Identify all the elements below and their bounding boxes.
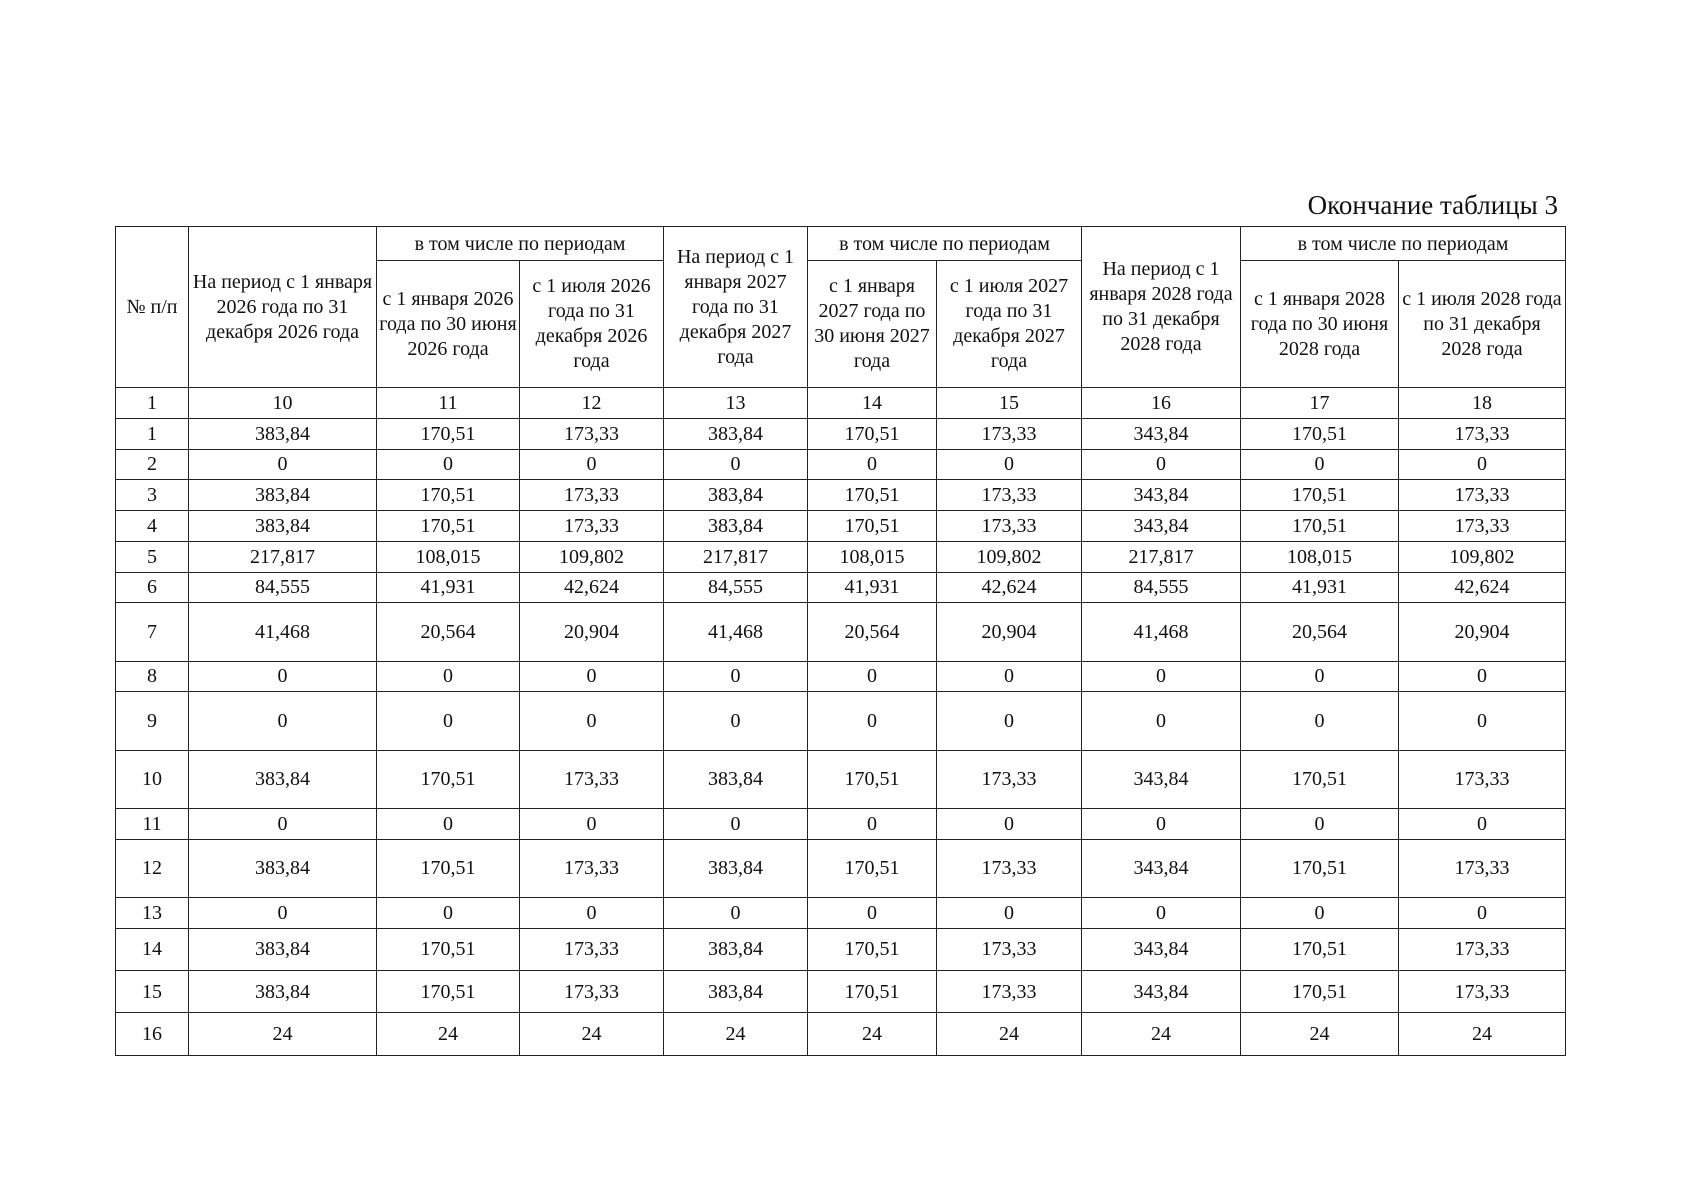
value-cell: 170,51 [1241,418,1399,449]
value-cell: 173,33 [520,511,664,542]
row-number-cell: 13 [116,897,189,928]
table-row [116,928,1566,970]
value-cell: 383,84 [189,418,377,449]
table-row [116,971,1566,1013]
value-cell: 0 [664,692,808,750]
column-number: 18 [1399,388,1566,419]
value-cell: 0 [1399,692,1566,750]
value-cell: 0 [189,692,377,750]
value-cell: 343,84 [1082,839,1241,897]
value-cell: 0 [377,661,520,692]
value-cell: 84,555 [664,572,808,603]
value-cell: 173,33 [1399,418,1566,449]
value-cell: 173,33 [520,480,664,511]
value-cell: 24 [520,1013,664,1056]
value-cell: 108,015 [808,541,937,572]
value-cell: 24 [664,1013,808,1056]
value-cell: 170,51 [1241,480,1399,511]
value-cell: 170,51 [808,511,937,542]
row-number-cell: 9 [116,692,189,750]
value-cell: 383,84 [189,971,377,1013]
value-cell: 173,33 [937,839,1082,897]
value-cell: 170,51 [377,839,520,897]
value-cell: 0 [808,897,937,928]
value-cell: 24 [1082,1013,1241,1056]
value-cell: 0 [1082,808,1241,839]
value-cell: 0 [937,661,1082,692]
value-cell: 24 [189,1013,377,1056]
value-cell: 217,817 [1082,541,1241,572]
value-cell: 0 [937,897,1082,928]
value-cell: 173,33 [520,750,664,808]
table-row [116,1013,1566,1056]
value-cell: 108,015 [1241,541,1399,572]
value-cell: 173,33 [937,511,1082,542]
value-cell: 0 [1399,808,1566,839]
value-cell: 0 [1399,449,1566,480]
value-cell: 109,802 [520,541,664,572]
table-row [116,692,1566,750]
value-cell: 170,51 [808,839,937,897]
value-cell: 173,33 [937,750,1082,808]
table-row [116,839,1566,897]
header-period-total: На период с 1 января 2027 года по 31 декабря 2027 года [664,227,808,388]
value-cell: 0 [664,661,808,692]
value-cell: 170,51 [1241,928,1399,970]
value-cell: 173,33 [1399,750,1566,808]
column-number: 17 [1241,388,1399,419]
value-cell: 170,51 [377,511,520,542]
value-cell: 170,51 [1241,750,1399,808]
value-cell: 173,33 [1399,511,1566,542]
value-cell: 383,84 [664,839,808,897]
value-cell: 170,51 [377,418,520,449]
value-cell: 383,84 [664,971,808,1013]
value-cell: 0 [808,808,937,839]
value-cell: 0 [189,808,377,839]
value-cell: 0 [377,692,520,750]
value-cell: 42,624 [520,572,664,603]
value-cell: 170,51 [808,750,937,808]
value-cell: 0 [520,692,664,750]
table-row [116,572,1566,603]
value-cell: 20,904 [1399,603,1566,661]
value-cell: 383,84 [189,928,377,970]
value-cell: 0 [937,808,1082,839]
row-number-cell: 6 [116,572,189,603]
value-cell: 383,84 [189,839,377,897]
value-cell: 0 [1241,661,1399,692]
value-cell: 0 [1241,897,1399,928]
value-cell: 173,33 [520,839,664,897]
value-cell: 0 [808,692,937,750]
value-cell: 41,931 [808,572,937,603]
value-cell: 217,817 [189,541,377,572]
row-number-cell: 3 [116,480,189,511]
value-cell: 170,51 [1241,971,1399,1013]
table-row [116,897,1566,928]
header-period-half1: с 1 января 2027 года по 30 июня 2027 года [808,260,937,387]
value-cell: 383,84 [189,480,377,511]
value-cell: 0 [377,897,520,928]
value-cell: 0 [1082,449,1241,480]
value-cell: 0 [520,449,664,480]
value-cell: 343,84 [1082,418,1241,449]
value-cell: 109,802 [937,541,1082,572]
value-cell: 383,84 [664,418,808,449]
value-cell: 24 [1399,1013,1566,1056]
data-table [115,226,1566,1056]
value-cell: 24 [937,1013,1082,1056]
value-cell: 0 [1241,449,1399,480]
value-cell: 173,33 [520,928,664,970]
header-period-total: На период с 1 января 2028 года по 31 декабря 2028 года [1082,227,1241,388]
table-row [116,750,1566,808]
table-row [116,511,1566,542]
value-cell: 24 [377,1013,520,1056]
value-cell: 173,33 [937,480,1082,511]
value-cell: 24 [1241,1013,1399,1056]
row-number-cell: 5 [116,541,189,572]
value-cell: 170,51 [377,750,520,808]
column-number: 13 [664,388,808,419]
value-cell: 170,51 [377,480,520,511]
value-cell: 0 [1399,661,1566,692]
row-number-cell: 10 [116,750,189,808]
column-number: 16 [1082,388,1241,419]
value-cell: 343,84 [1082,480,1241,511]
table-row [116,603,1566,661]
column-number: 15 [937,388,1082,419]
value-cell: 0 [1082,692,1241,750]
table-row [116,541,1566,572]
value-cell: 383,84 [664,750,808,808]
header-group: в том числе по периодам [1241,227,1566,261]
value-cell: 173,33 [1399,928,1566,970]
header-period-half2: с 1 июля 2026 года по 31 декабря 2026 года [520,260,664,387]
value-cell: 170,51 [377,971,520,1013]
value-cell: 170,51 [1241,511,1399,542]
value-cell: 20,904 [520,603,664,661]
value-cell: 41,468 [664,603,808,661]
value-cell: 173,33 [1399,971,1566,1013]
row-number-cell: 2 [116,449,189,480]
value-cell: 0 [189,661,377,692]
table-row [116,480,1566,511]
row-number-cell: 12 [116,839,189,897]
row-number-cell: 15 [116,971,189,1013]
value-cell: 0 [1082,661,1241,692]
value-cell: 343,84 [1082,971,1241,1013]
value-cell: 170,51 [808,480,937,511]
value-cell: 383,84 [664,480,808,511]
value-cell: 20,904 [937,603,1082,661]
value-cell: 0 [189,897,377,928]
row-number-cell: 14 [116,928,189,970]
header-period-half2: с 1 июля 2027 года по 31 декабря 2027 года [937,260,1082,387]
header-row-1 [116,227,1566,261]
value-cell: 0 [664,897,808,928]
value-cell: 20,564 [808,603,937,661]
row-number-cell: 7 [116,603,189,661]
row-number-cell: 1 [116,418,189,449]
value-cell: 108,015 [377,541,520,572]
row-number-cell: 8 [116,661,189,692]
value-cell: 0 [1399,897,1566,928]
value-cell: 217,817 [664,541,808,572]
value-cell: 0 [1241,808,1399,839]
value-cell: 170,51 [808,418,937,449]
value-cell: 0 [1241,692,1399,750]
value-cell: 383,84 [664,928,808,970]
value-cell: 0 [189,449,377,480]
value-cell: 173,33 [1399,839,1566,897]
column-number-row [116,388,1566,419]
value-cell: 383,84 [664,511,808,542]
table-row [116,661,1566,692]
table-caption: Окончание таблицы 3 [1307,190,1558,220]
value-cell: 24 [808,1013,937,1056]
value-cell: 343,84 [1082,511,1241,542]
table-row [116,418,1566,449]
header-group: в том числе по периодам [377,227,664,261]
value-cell: 343,84 [1082,928,1241,970]
column-number: 12 [520,388,664,419]
value-cell: 0 [377,449,520,480]
value-cell: 109,802 [1399,541,1566,572]
value-cell: 0 [937,692,1082,750]
row-number-cell: 4 [116,511,189,542]
value-cell: 84,555 [1082,572,1241,603]
value-cell: 170,51 [808,928,937,970]
value-cell: 173,33 [520,971,664,1013]
value-cell: 383,84 [189,511,377,542]
header-period-half2: с 1 июля 2028 года по 31 декабря 2028 года [1399,260,1566,387]
table-row [116,808,1566,839]
value-cell: 173,33 [937,928,1082,970]
value-cell: 42,624 [937,572,1082,603]
header-group: в том числе по периодам [808,227,1082,261]
value-cell: 84,555 [189,572,377,603]
value-cell: 0 [664,808,808,839]
value-cell: 173,33 [937,418,1082,449]
value-cell: 0 [1082,897,1241,928]
value-cell: 0 [664,449,808,480]
value-cell: 343,84 [1082,750,1241,808]
header-row-number: № п/п [116,227,189,388]
value-cell: 170,51 [808,971,937,1013]
value-cell: 41,468 [189,603,377,661]
value-cell: 41,931 [377,572,520,603]
value-cell: 0 [520,897,664,928]
value-cell: 0 [808,449,937,480]
value-cell: 170,51 [377,928,520,970]
header-period-half1: с 1 января 2028 года по 30 июня 2028 года [1241,260,1399,387]
value-cell: 173,33 [1399,480,1566,511]
value-cell: 0 [808,661,937,692]
row-number-cell: 11 [116,808,189,839]
value-cell: 20,564 [377,603,520,661]
value-cell: 20,564 [1241,603,1399,661]
header-period-half1: с 1 января 2026 года по 30 июня 2026 года [377,260,520,387]
table-row [116,449,1566,480]
value-cell: 0 [937,449,1082,480]
row-number-cell: 16 [116,1013,189,1056]
value-cell: 0 [377,808,520,839]
value-cell: 173,33 [520,418,664,449]
header-period-total: На период с 1 января 2026 года по 31 декабря 2026 года [189,227,377,388]
column-number: 10 [189,388,377,419]
value-cell: 41,931 [1241,572,1399,603]
value-cell: 0 [520,808,664,839]
value-cell: 0 [520,661,664,692]
value-cell: 41,468 [1082,603,1241,661]
column-number: 14 [808,388,937,419]
value-cell: 42,624 [1399,572,1566,603]
column-number: 1 [116,388,189,419]
value-cell: 173,33 [937,971,1082,1013]
value-cell: 170,51 [1241,839,1399,897]
value-cell: 383,84 [189,750,377,808]
column-number: 11 [377,388,520,419]
